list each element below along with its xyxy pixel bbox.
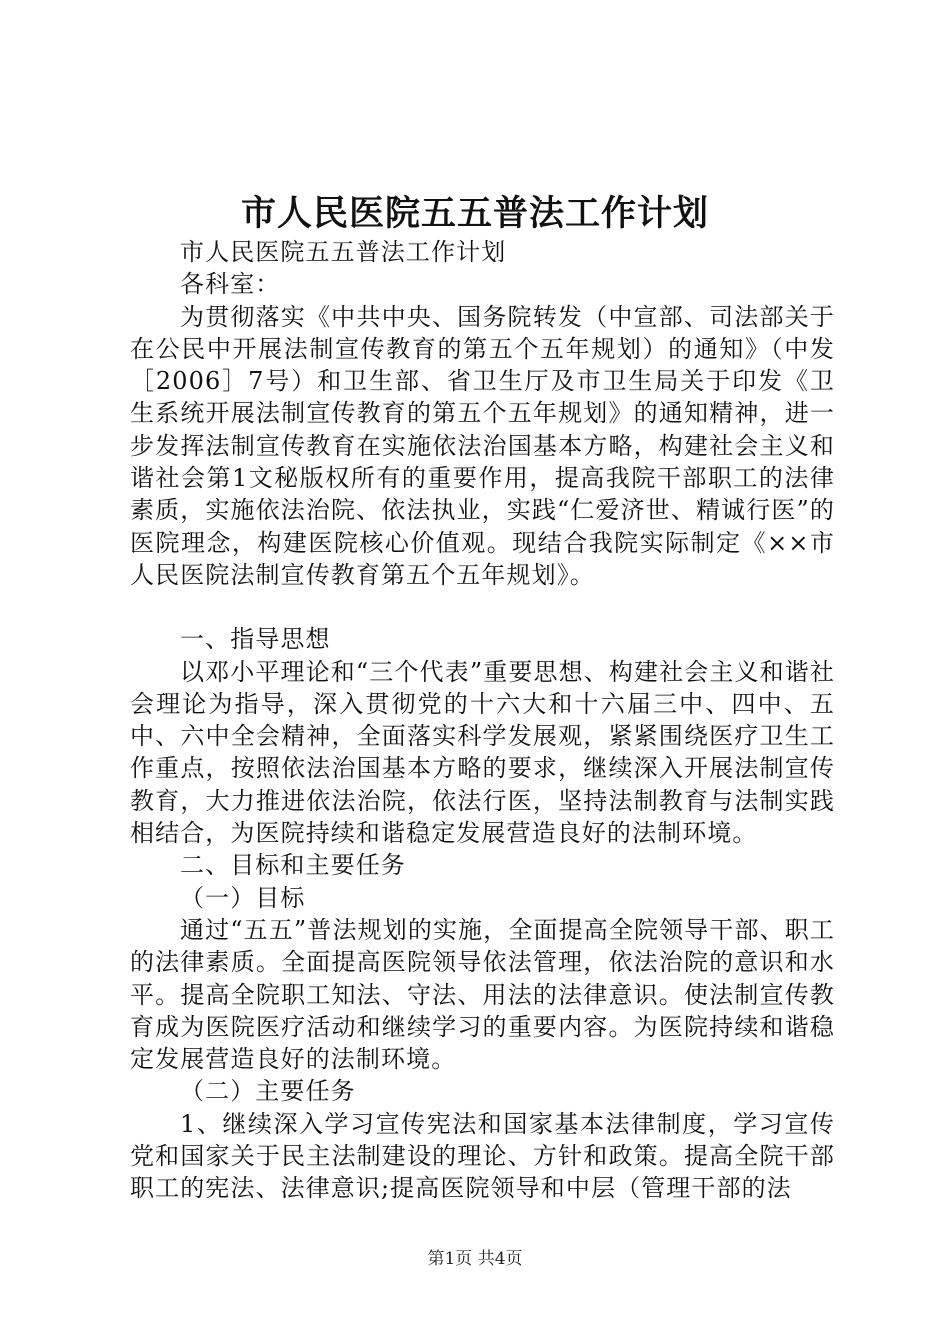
page-footer: 第1页 共4页 [427, 1249, 523, 1269]
paragraph-goals: 通过“五五”普法规划的实施，全面提高全院领导干部、职工的法律素质。全面提高医院领导依法管理，依法治院的意识和水平。提高全院职工知法、守法、用法的法律意识。使法制宣传教育成为医院医疗活动和继续学习的重要内容。为医院持续和谐稳定发展营造良好的法制环境。 [130, 915, 835, 1074]
section-heading-guiding-ideology: 一、指导思想 [180, 625, 331, 654]
paragraph-intro: 为贯彻落实《中共中央、国务院转发（中宣部、司法部关于在公民中开展法制宣传教育的第五个五年规划）的通知》（中发［2006］7号）和卫生部、省卫生厅及市卫生局关于印发《卫生系统开展法制宣传教育的第五个五年规划》的通知精神，进一步发挥法制宣传教育在实施依法治国基本方略，构建社会主义和谐社会第1文秘版权所有的重要作用，提高我院干部职工的法律素质，实施依法治院、依法执业，实践“仁爱济世、精诚行医”的医院理念，构建医院核心价值观。现结合我院实际制定《××市人民医院法制宣传教育第五个五年规划》。 [130, 302, 835, 589]
paragraph-task-1: 1、继续深入学习宣传宪法和国家基本法律制度，学习宣传党和国家关于民主法制建设的理论、方针和政策。提高全院干部职工的宪法、法律意识;提高医院领导和中层（管理干部的法 [130, 1109, 835, 1203]
subsection-heading-goals: （一）目标 [180, 883, 306, 912]
paragraph-guiding-ideology: 以邓小平理论和“三个代表”重要思想、构建社会主义和谐社会理论为指导，深入贯彻党的十六大和十六届三中、四中、五中、六中全会精神，全面落实科学发展观，紧紧围绕医疗卫生工作重点，按照依法治国基本方略的要求，继续深入开展法制宣传教育，大力推进依法治院，依法行医，坚持法制教育与法制实践相结合，为医院持续和谐稳定发展营造良好的法制环境。 [130, 657, 835, 848]
paragraph-heading-repeat: 市人民医院五五普法工作计划 [180, 238, 507, 266]
document-body [130, 236, 835, 1205]
section-heading-goals-tasks: 二、目标和主要任务 [180, 851, 406, 880]
document-title: 市人民医院五五普法工作计划 [240, 193, 709, 234]
subsection-heading-main-tasks: （二）主要任务 [180, 1077, 356, 1106]
paragraph-salutation: 各科室： [180, 270, 281, 299]
paragraph-spacer [130, 591, 835, 623]
